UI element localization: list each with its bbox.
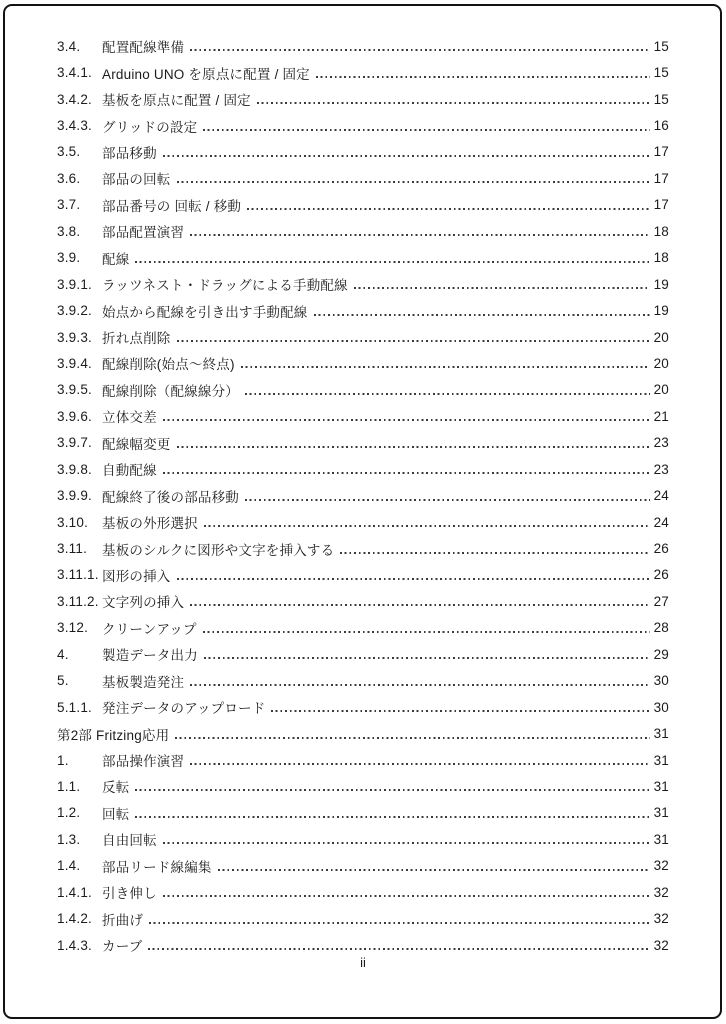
toc-entry-title: 図形の挿入: [102, 568, 171, 584]
toc-entry-page: 32: [653, 884, 669, 900]
toc-entry-page: 30: [653, 699, 669, 715]
toc-entry-page: 18: [653, 223, 669, 239]
toc-entry: [57, 377, 669, 403]
toc-entry: [57, 271, 669, 297]
dot-leader: [135, 816, 650, 818]
toc-entry: [57, 800, 669, 826]
toc-entry-page: 27: [653, 593, 669, 609]
toc-list: [57, 33, 669, 958]
toc-entry-title: 反転: [102, 780, 130, 796]
toc-entry: [57, 245, 669, 271]
toc-entry: [57, 588, 669, 614]
toc-entry-title: 立体交差: [102, 410, 157, 426]
toc-entry-page: 15: [653, 65, 669, 81]
toc-entry: [57, 139, 669, 165]
dot-leader: [135, 261, 650, 263]
toc-entry: [57, 403, 669, 429]
toc-entry-number: 3.6.: [57, 170, 81, 186]
toc-entry-page: 32: [653, 911, 669, 927]
dot-leader: [245, 499, 650, 501]
toc-entry-title: 部品操作演習: [102, 754, 185, 770]
toc-entry-title: 第2部 Fritzing応用: [57, 727, 170, 743]
toc-entry-page: 20: [653, 382, 669, 398]
toc-entry-title: 配置配線準備: [102, 40, 185, 56]
toc-entry-number: 3.11.1.: [57, 567, 99, 583]
toc-entry: [57, 615, 669, 641]
toc-entry-number: 3.12.: [57, 620, 89, 636]
toc-entry-number: 1.4.: [57, 858, 81, 874]
toc-entry-page: 18: [653, 250, 669, 266]
toc-entry: [57, 165, 669, 191]
toc-entry-number: 1.4.3.: [57, 937, 92, 953]
dot-leader: [163, 155, 650, 157]
toc-entry-title: 配線終了後の部品移動: [102, 489, 239, 505]
toc-entry-page: 19: [653, 276, 669, 292]
toc-entry-title: グリッドの設定: [102, 119, 198, 135]
toc-entry-title: 自動配線: [102, 463, 157, 479]
toc-entry-page: 16: [653, 118, 669, 134]
toc-entry-page: 19: [653, 303, 669, 319]
toc-entry: [57, 773, 669, 799]
toc-entry-number: 3.9.9.: [57, 488, 92, 504]
dot-leader: [135, 789, 650, 791]
toc-entry-page: 26: [653, 541, 669, 557]
dot-leader: [190, 234, 650, 236]
toc-entry-page: 23: [653, 435, 669, 451]
toc-entry: [57, 747, 669, 773]
toc-entry-title: 部品配置演習: [102, 225, 185, 241]
toc-entry-title: 発注データのアップロード: [102, 701, 266, 717]
dot-leader: [148, 948, 650, 950]
toc-entry-page: 23: [653, 461, 669, 477]
toc-entry-page: 31: [653, 778, 669, 794]
toc-entry-page: 31: [653, 726, 669, 742]
toc-entry-title: 基板製造発注: [102, 674, 185, 690]
toc-entry: [57, 482, 669, 508]
dot-leader: [177, 181, 651, 183]
dot-leader: [177, 446, 651, 448]
toc-entry-number: 3.5.: [57, 144, 81, 160]
dot-leader: [354, 287, 650, 289]
toc-entry-number: 3.11.2.: [57, 593, 99, 609]
toc-entry-number: 3.9.8.: [57, 461, 92, 477]
toc-entry: [57, 668, 669, 694]
toc-entry-page: 15: [653, 38, 669, 54]
footer-page-number: ii: [360, 955, 366, 970]
toc-entry: [57, 59, 669, 85]
toc-entry: [57, 853, 669, 879]
toc-entry-title: 折れ点削除: [102, 331, 171, 347]
toc-entry-title: 部品移動: [102, 145, 157, 161]
toc-entry-title: クリーンアップ: [102, 621, 197, 637]
toc-entry: [57, 430, 669, 456]
toc-entry-number: 5.: [57, 673, 69, 689]
dot-leader: [190, 763, 650, 765]
toc-entry-title: 自由回転: [102, 833, 157, 849]
toc-entry: [57, 297, 669, 323]
toc-entry: [57, 324, 669, 350]
toc-entry: [57, 218, 669, 244]
toc-entry-number: 3.8.: [57, 223, 81, 239]
toc-entry-page: 28: [653, 620, 669, 636]
dot-leader: [245, 393, 650, 395]
toc-entry-title: ラッツネスト・ドラッグによる手動配線: [102, 278, 348, 294]
toc-entry-page: 31: [653, 805, 669, 821]
toc-entry-page: 31: [653, 831, 669, 847]
dot-leader: [241, 366, 650, 368]
toc-entry: [57, 350, 669, 376]
toc-entry: [57, 192, 669, 218]
toc-entry: [57, 33, 669, 59]
dot-leader: [316, 76, 650, 78]
toc-entry-number: 1.1.: [57, 778, 81, 794]
toc-entry-page: 17: [653, 144, 669, 160]
dot-leader: [149, 922, 650, 924]
toc-entry: [57, 879, 669, 905]
toc-entry-number: 3.9.2.: [57, 303, 92, 319]
dot-leader: [257, 102, 650, 104]
toc-entry-number: 3.4.2.: [57, 91, 92, 107]
toc-entry-number: 4.: [57, 646, 69, 662]
toc-entry-number: 3.4.3.: [57, 118, 92, 134]
toc-entry: [57, 112, 669, 138]
toc-entry-page: 32: [653, 937, 669, 953]
dot-leader: [175, 737, 650, 739]
dot-leader: [314, 314, 651, 316]
toc-entry-number: 3.9.: [57, 250, 81, 266]
dot-leader: [163, 895, 650, 897]
toc-entry-page: 17: [653, 197, 669, 213]
toc-entry-page: 26: [653, 567, 669, 583]
toc-entry-number: 5.1.1.: [57, 699, 92, 715]
toc-entry-page: 24: [653, 514, 669, 530]
toc-entry-number: 3.4.1.: [57, 65, 92, 81]
toc-entry-number: 1.4.2.: [57, 911, 92, 927]
dot-leader: [247, 208, 650, 210]
toc-entry: [57, 905, 669, 931]
dot-leader: [163, 419, 650, 421]
dot-leader: [190, 49, 650, 51]
toc-entry-number: 3.10.: [57, 514, 89, 530]
toc-entry-number: 3.9.3.: [57, 329, 92, 345]
toc-entry-title: 回転: [102, 806, 130, 822]
toc-entry: [57, 720, 669, 746]
toc-entry-title: 製造データ出力: [102, 648, 198, 664]
toc-entry-title: カーブ: [102, 939, 143, 955]
toc-entry-page: 30: [653, 673, 669, 689]
toc-entry-title: 基板を原点に配置 / 固定: [102, 93, 251, 109]
toc-entry-title: 部品番号の 回転 / 移動: [102, 198, 242, 214]
toc-entry-title: 折曲げ: [102, 912, 144, 928]
toc-entry-number: 3.7.: [57, 197, 81, 213]
toc-entry-number: 1.4.1.: [57, 884, 92, 900]
toc-entry-page: 17: [653, 170, 669, 186]
toc-entry: [57, 509, 669, 535]
toc-entry: [57, 456, 669, 482]
toc-entry-number: 3.9.5.: [57, 382, 92, 398]
dot-leader: [177, 340, 651, 342]
dot-leader: [218, 869, 650, 871]
toc-entry: [57, 694, 669, 720]
toc-entry-number: 1.2.: [57, 805, 81, 821]
toc-entry-title: 配線幅変更: [102, 436, 171, 452]
toc-entry-page: 21: [653, 408, 669, 424]
toc-entry-title: 引き伸し: [102, 886, 157, 902]
toc-entry-number: 3.9.4.: [57, 355, 92, 371]
toc-entry: [57, 826, 669, 852]
dot-leader: [163, 472, 650, 474]
toc-entry-page: 31: [653, 752, 669, 768]
toc-entry-number: 1.: [57, 752, 69, 768]
dot-leader: [271, 710, 650, 712]
toc-entry-number: 3.9.7.: [57, 435, 92, 451]
toc-entry-title: 部品リード線編集: [102, 859, 212, 875]
toc-entry-title: Arduino UNO を原点に配置 / 固定: [102, 66, 310, 82]
page-footer: [0, 955, 726, 970]
toc-entry-page: 20: [653, 355, 669, 371]
toc-entry-title: 部品の回転: [102, 172, 171, 188]
toc-entry: [57, 86, 669, 112]
dot-leader: [340, 552, 650, 554]
dot-leader: [204, 525, 650, 527]
dot-leader: [177, 578, 651, 580]
dot-leader: [203, 129, 650, 131]
toc-entry-title: 配線削除(始点〜終点): [102, 357, 235, 373]
toc-entry-title: 配線削除（配線線分）: [102, 383, 239, 399]
toc-entry-page: 29: [653, 646, 669, 662]
toc-entry: [57, 535, 669, 561]
toc-entry-title: 基板のシルクに図形や文字を挿入する: [102, 542, 335, 558]
toc-entry-title: 基板の外形選択: [102, 516, 198, 532]
toc-entry-page: 24: [653, 488, 669, 504]
toc-entry-number: 1.3.: [57, 831, 81, 847]
dot-leader: [203, 631, 650, 633]
toc-entry-number: 3.9.1.: [57, 276, 92, 292]
toc-entry-title: 始点から配線を引き出す手動配線: [102, 304, 308, 320]
toc-entry: [57, 641, 669, 667]
toc-entry-title: 文字列の挿入: [102, 595, 185, 611]
dot-leader: [163, 842, 650, 844]
toc-entry-page: 20: [653, 329, 669, 345]
toc-entry-title: 配線: [102, 251, 130, 267]
dot-leader: [190, 684, 650, 686]
toc-entry-page: 15: [653, 91, 669, 107]
dot-leader: [190, 604, 650, 606]
toc-entry-number: 3.9.6.: [57, 408, 92, 424]
toc-entry: [57, 562, 669, 588]
toc-entry-number: 3.11.: [57, 541, 88, 557]
dot-leader: [204, 657, 650, 659]
toc-entry-number: 3.4.: [57, 38, 81, 54]
toc-entry-page: 32: [653, 858, 669, 874]
